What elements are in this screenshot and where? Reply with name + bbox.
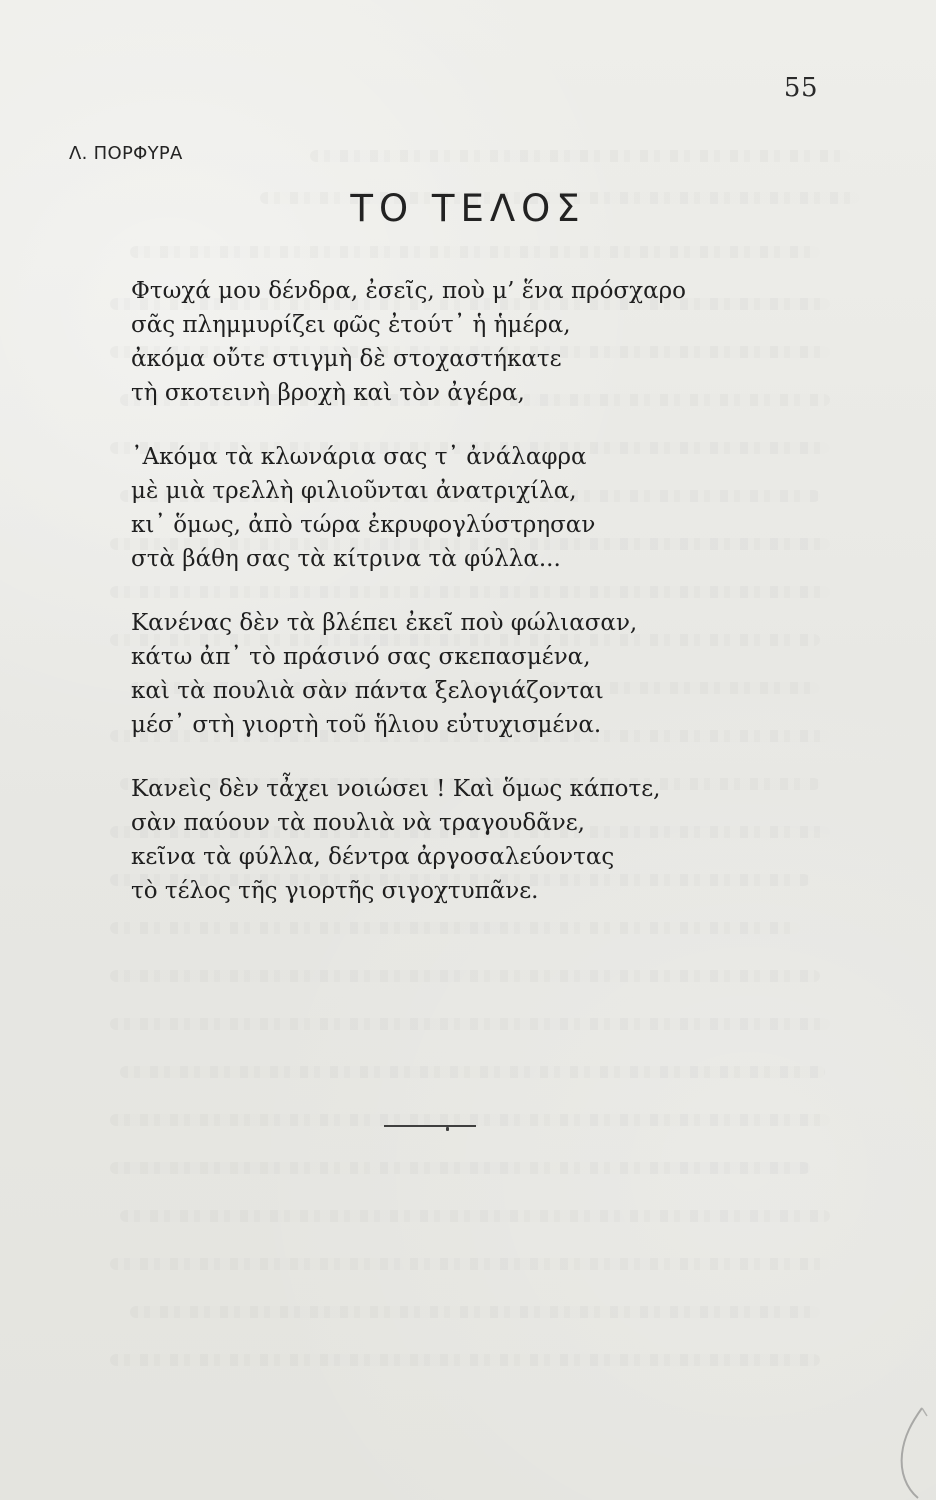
poem-line: κι᾽ ὅμως, ἀπὸ τώρα ἐκρυφογλύστρησαν (131, 512, 596, 538)
poem-line: κεῖνα τὰ φύλλα, δέντρα ἀργοσαλεύοντας (131, 844, 615, 870)
poem-line: σᾶς πλημμυρίζει φῶς ἐτούτ᾽ ἡ ἡμέρα, (131, 312, 571, 338)
stanza-2 (131, 440, 821, 576)
poem-line: καὶ τὰ πουλιὰ σὰν πάντα ξελογιάζονται (131, 678, 604, 704)
poem-line: στὰ βάθη σας τὰ κίτρινα τὰ φύλλα... (131, 546, 561, 572)
poem-line: τὸ τέλος τῆς γιορτῆς σιγοχτυπᾶνε. (131, 878, 539, 904)
poem-line: ἀκόμα οὔτε στιγμὴ δὲ στοχαστήκατε (131, 346, 562, 372)
page-edge-mark-icon (894, 1406, 928, 1500)
poem-line: μὲ μιὰ τρελλὴ φιλιοῦνται ἀνατριχίλα, (131, 478, 577, 504)
author-name: Λ. ΠΟΡΦΥΡΑ (69, 143, 183, 164)
poem-title: ΤΟ ΤΕΛΟΣ (350, 187, 586, 230)
stanza-4 (131, 772, 821, 908)
poem-line: τὴ σκοτεινὴ βροχὴ καὶ τὸν ἀγέρα, (131, 380, 525, 406)
stanza-1 (131, 274, 821, 410)
poem-line: Κανεὶς δὲν τἆχει νοιώσει ! Καὶ ὅμως κάποτε, (131, 776, 661, 802)
poem-line: σὰν παύουν τὰ πουλιὰ νὰ τραγουδᾶνε, (131, 810, 585, 836)
poem-line: Φτωχά μου δένδρα, ἐσεῖς, ποὺ μ’ ἕνα πρόσχαρο (131, 278, 686, 304)
poem-line: μέσ᾽ στὴ γιορτὴ τοῦ ἥλιου εὐτυχισμένα. (131, 712, 602, 738)
page-number: 55 (783, 73, 818, 103)
section-divider (384, 1125, 476, 1127)
stanza-3 (131, 606, 821, 742)
poem-line: Κανένας δὲν τὰ βλέπει ἐκεῖ ποὺ φώλιασαν, (131, 610, 638, 636)
poem-line: κάτω ἀπ᾽ τὸ πράσινό σας σκεπασμένα, (131, 644, 591, 670)
poem-line: ᾽Ακόμα τὰ κλωνάρια σας τ᾽ ἀνάλαφρα (131, 444, 587, 470)
poem-body (131, 274, 821, 908)
